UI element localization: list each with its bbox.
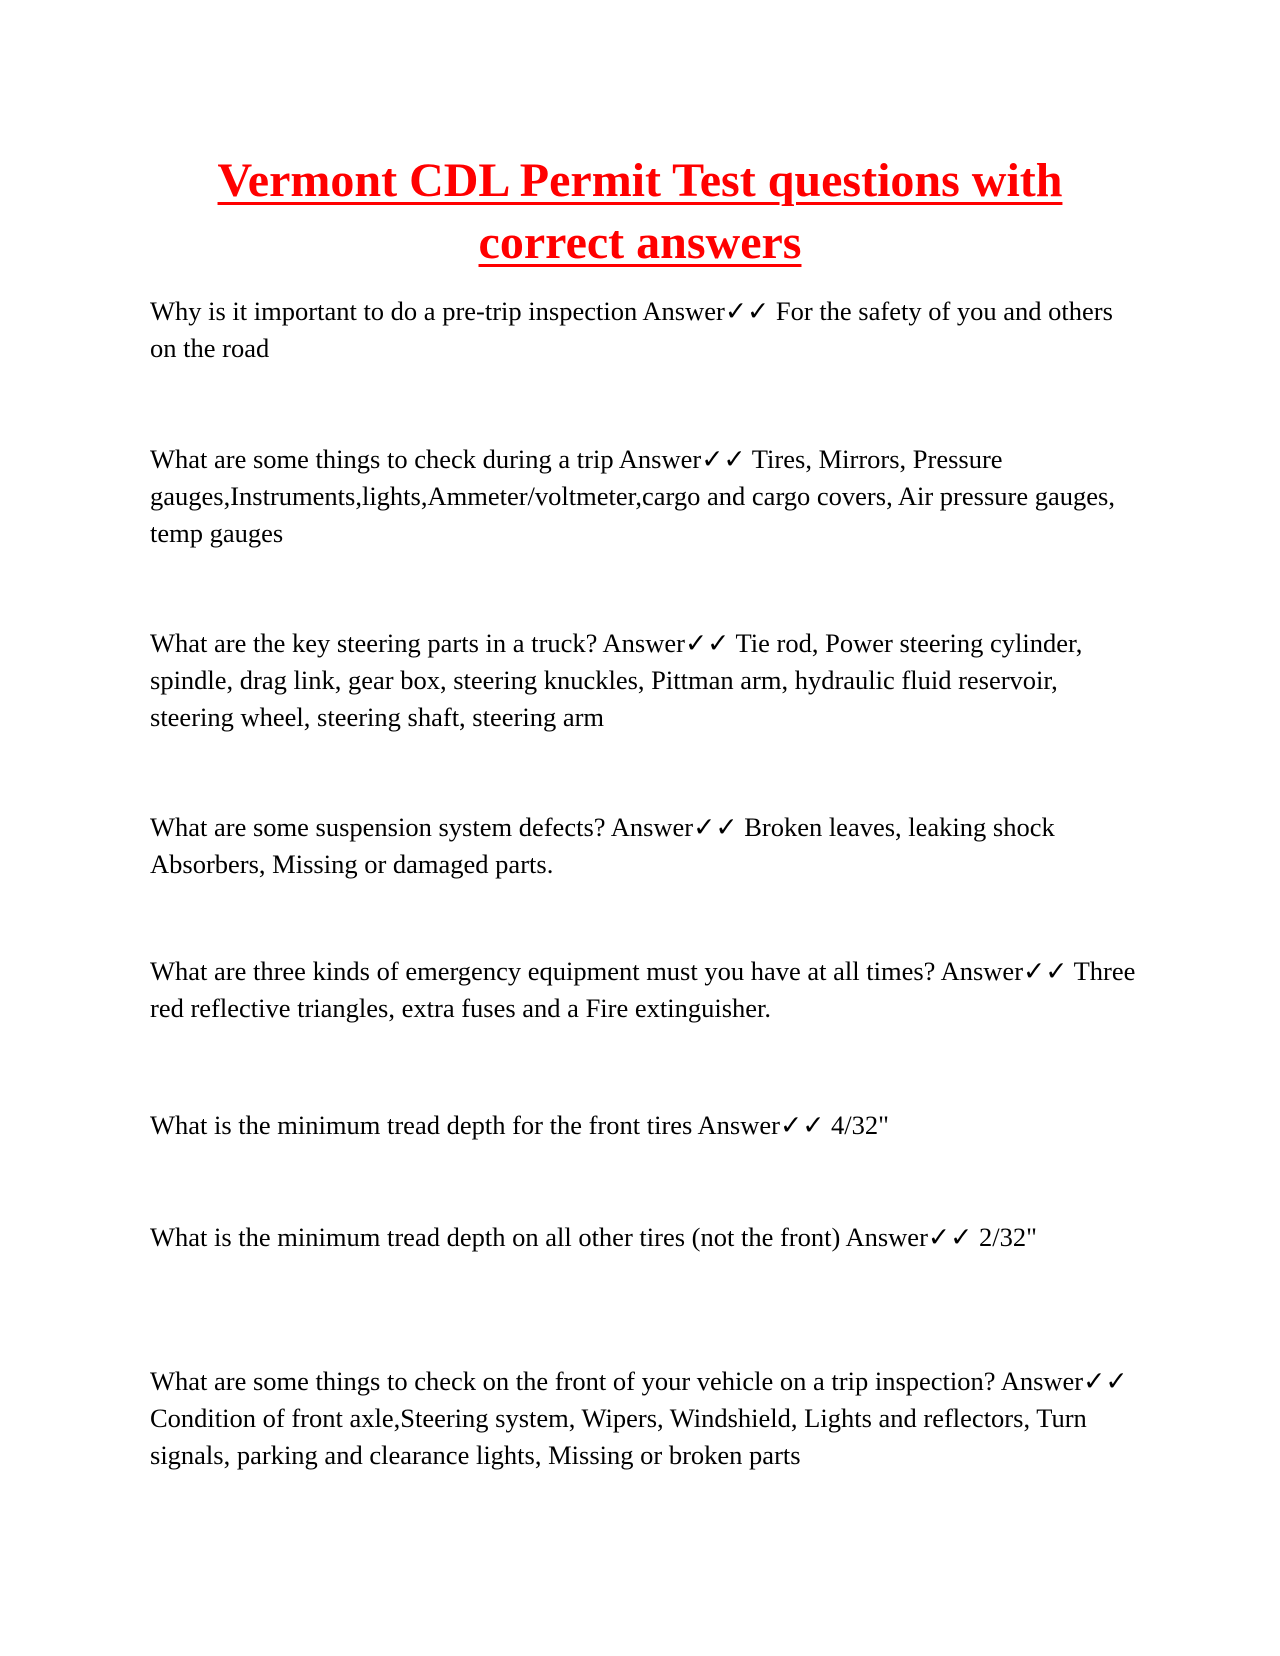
question-text: What are some things to check during a trip <box>150 444 614 474</box>
answer-text: Condition of front axle,Steering system, Wipers, Windshield, Lights and reflectors, Turn signals, parking and clearance lights, Missing or broken parts <box>150 1403 1087 1470</box>
qa-item <box>150 1219 1140 1256</box>
document-title: Vermont CDL Permit Test questions with correct answers <box>217 154 1063 269</box>
question-text: What are three kinds of emergency equipment must you have at all times? <box>150 956 936 986</box>
qa-item <box>150 625 1140 736</box>
checkmark-icon: ✓✓ <box>1023 956 1068 986</box>
answer-label: Answer <box>618 444 702 474</box>
question-text: What are some suspension system defects? <box>150 812 606 842</box>
answer-text: For the safety of you and others on the road <box>150 296 1113 363</box>
question-text: What are the key steering parts in a truck? <box>150 628 598 658</box>
question-text: What are some things to check on the front of your vehicle on a trip inspection? <box>150 1366 996 1396</box>
question-text: What is the minimum tread depth on all other tires (not the front) <box>150 1222 841 1252</box>
qa-item <box>150 293 1140 367</box>
answer-label: Answer <box>845 1222 928 1252</box>
checkmark-icon: ✓✓ <box>724 296 770 326</box>
answer-label: Answer <box>602 628 685 658</box>
answer-text: Tires, Mirrors, Pressure gauges,Instruments,lights,Ammeter/voltmeter,cargo and cargo covers, Air pressure gauges, temp gauges <box>150 444 1115 548</box>
answer-label: Answer <box>1000 1366 1084 1396</box>
qa-item <box>150 441 1140 552</box>
checkmark-icon: ✓✓ <box>701 444 746 474</box>
checkmark-icon: ✓✓ <box>779 1110 825 1140</box>
checkmark-icon: ✓✓ <box>927 1222 973 1252</box>
qa-item <box>150 809 1140 883</box>
answer-label: Answer <box>697 1110 780 1140</box>
qa-item <box>150 1363 1140 1474</box>
question-text: What is the minimum tread depth for the front tires <box>150 1110 693 1140</box>
question-text: Why is it important to do a pre-trip inspection <box>150 296 638 326</box>
answer-text: Tie rod, Power steering cylinder, spindle, drag link, gear box, steering knuckles, Pittman arm, hydraulic fluid reservoir, steering wheel, steering shaft, steering arm <box>150 628 1083 732</box>
checkmark-icon: ✓✓ <box>1083 1366 1128 1396</box>
qa-item <box>150 953 1140 1027</box>
answer-text: 4/32" <box>831 1110 889 1140</box>
answer-label: Answer <box>642 296 725 326</box>
checkmark-icon: ✓✓ <box>693 812 738 842</box>
qa-item <box>150 1107 1140 1144</box>
answer-label: Answer <box>610 812 694 842</box>
answer-text: 2/32" <box>978 1222 1037 1252</box>
answer-text: Three red reflective triangles, extra fuses and a Fire extinguisher. <box>150 956 1136 1023</box>
answer-label: Answer <box>940 956 1024 986</box>
answer-text: Broken leaves, leaking shock Absorbers, Missing or damaged parts. <box>150 812 1055 879</box>
checkmark-icon: ✓✓ <box>684 628 730 658</box>
